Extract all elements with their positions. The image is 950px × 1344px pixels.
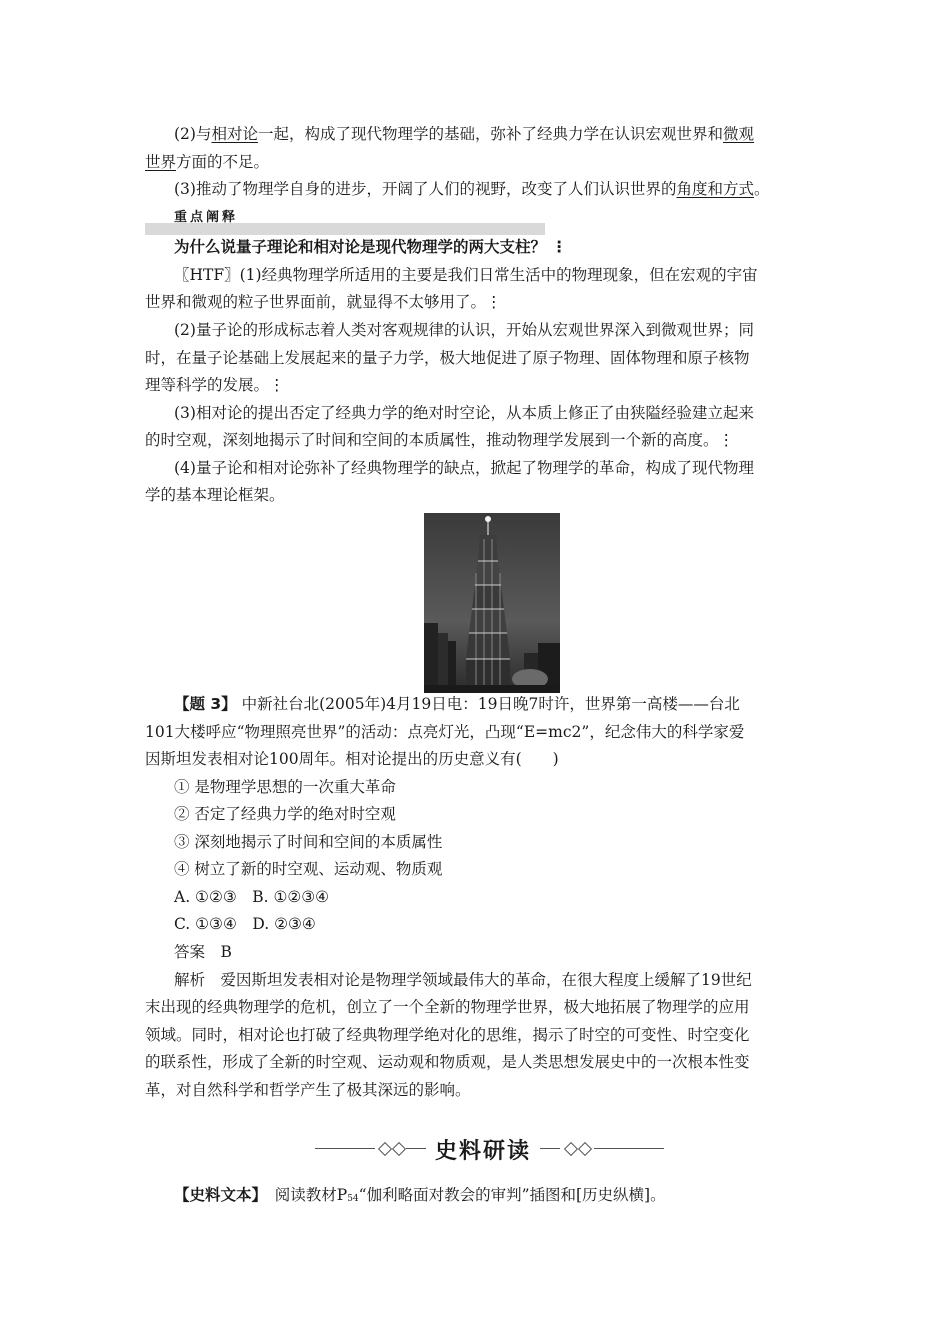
source-label: 【史料文本】	[174, 1186, 260, 1204]
diamond-ornament	[392, 1142, 406, 1156]
underlined-term: 角度和方式	[676, 180, 754, 198]
para-3: (3)推动了物理学自身的进步，开阔了人们的视野，改变了人们认识世界的角度和方式。	[174, 180, 770, 198]
question-3-line: 101大楼呼应“物理照亮世界”的活动：点亮灯光，凸现“E=mc2”，纪念伟大的科学家爱	[145, 723, 745, 741]
title-rule-right	[540, 1148, 560, 1149]
underlined-term: 微观	[723, 125, 755, 143]
section-title: 史料研读	[435, 1139, 532, 1164]
question-3-line1: 【题 3】 中新社台北(2005年)4月19日电：19日晚7时许，世界第一高楼——台北	[174, 695, 740, 713]
question-item: ② 否定了经典力学的绝对时空观	[174, 805, 396, 823]
analysis-line: 领域。同时，相对论也打破了经典物理学绝对化的思维，揭示了时空的可变性、时空变化	[145, 1026, 750, 1044]
analysis-line: 解析 爱因斯坦发表相对论是物理学领域最伟大的革命，在很大程度上缓解了19世纪	[174, 971, 752, 989]
explain-line: 学的基本理论框架。	[145, 486, 285, 504]
analysis-line: 的联系性，形成了全新的时空观、运动观和物质观，是人类思想发展史中的一次根本性变	[145, 1053, 750, 1071]
para-2-line1: (2)与相对论一起，构成了现代物理学的基础，弥补了经典力学在认识宏观世界和微观	[174, 125, 755, 143]
explain-line: 时，在量子论基础上发展起来的量子力学，极大地促进了原子物理、固体物理和原子核物	[145, 349, 750, 367]
diamond-ornament	[378, 1142, 392, 1156]
explain-line: 世界和微观的粒子世界面前，就显得不太够用了。⋮	[145, 293, 502, 311]
diamond-ornament	[578, 1142, 592, 1156]
explain-line: 的时空观，深刻地揭示了时间和空间的本质属性，推动物理学发展到一个新的高度。⋮	[145, 431, 735, 449]
answer-options: C. ①③④ D. ②③④	[174, 915, 316, 933]
title-rule-right	[594, 1148, 664, 1149]
analysis-line: 末出现的经典物理学的危机，创立了一个全新的物理学世界，极大地拓展了物理学的应用	[145, 998, 750, 1016]
explain-line: (2)量子论的形成标志着人类对客观规律的认识，开始从宏观世界深入到微观世界；同	[174, 321, 754, 339]
underlined-term: 相对论	[211, 125, 258, 143]
explain-line: (4)量子论和相对论弥补了经典物理学的缺点，掀起了物理学的革命，构成了现代物理	[174, 459, 754, 477]
title-rule-left	[315, 1148, 375, 1149]
section-heading: 重点阐释	[174, 210, 239, 225]
taipei-101-photo	[424, 513, 560, 693]
question-item: ④ 树立了新的时空观、运动观、物质观	[174, 860, 443, 878]
underlined-term: 世界	[145, 153, 177, 171]
section-title-banner	[300, 1133, 670, 1165]
explain-line: 〖HTF〗(1)经典物理学所适用的主要是我们日常生活中的物理现象，但在宏观的宇宙	[174, 266, 758, 284]
source-text: 【史料文本】 阅读教材$P_{54}“$伽利略面对教会的审判”插图和[历史纵横]。	[174, 1186, 666, 1204]
title-rule-left	[406, 1148, 426, 1149]
diamond-ornament	[564, 1142, 578, 1156]
answer-options: A. ①②③ B. ①②③④	[174, 888, 330, 906]
analysis-line: 革，对自然科学和哲学产生了极其深远的影响。	[145, 1081, 471, 1099]
para-2-line2: 世界方面的不足。	[145, 153, 270, 171]
answer: 答案 B	[174, 943, 232, 961]
question-heading: 为什么说量子理论和相对论是现代物理学的两大支柱？ ⋮	[174, 238, 567, 256]
explain-line: (3)相对论的提出否定了经典力学的绝对时空论，从本质上修正了由狭隘经验建立起来	[174, 404, 754, 422]
question-item: ① 是物理学思想的一次重大革命	[174, 778, 396, 796]
question-label: 【题 3】	[174, 695, 237, 713]
question-item: ③ 深刻地揭示了时间和空间的本质属性	[174, 833, 443, 851]
question-3-line: 因斯坦发表相对论100周年。相对论提出的历史意义有( )	[145, 750, 559, 768]
explain-line: 理等科学的发展。⋮	[145, 376, 285, 394]
